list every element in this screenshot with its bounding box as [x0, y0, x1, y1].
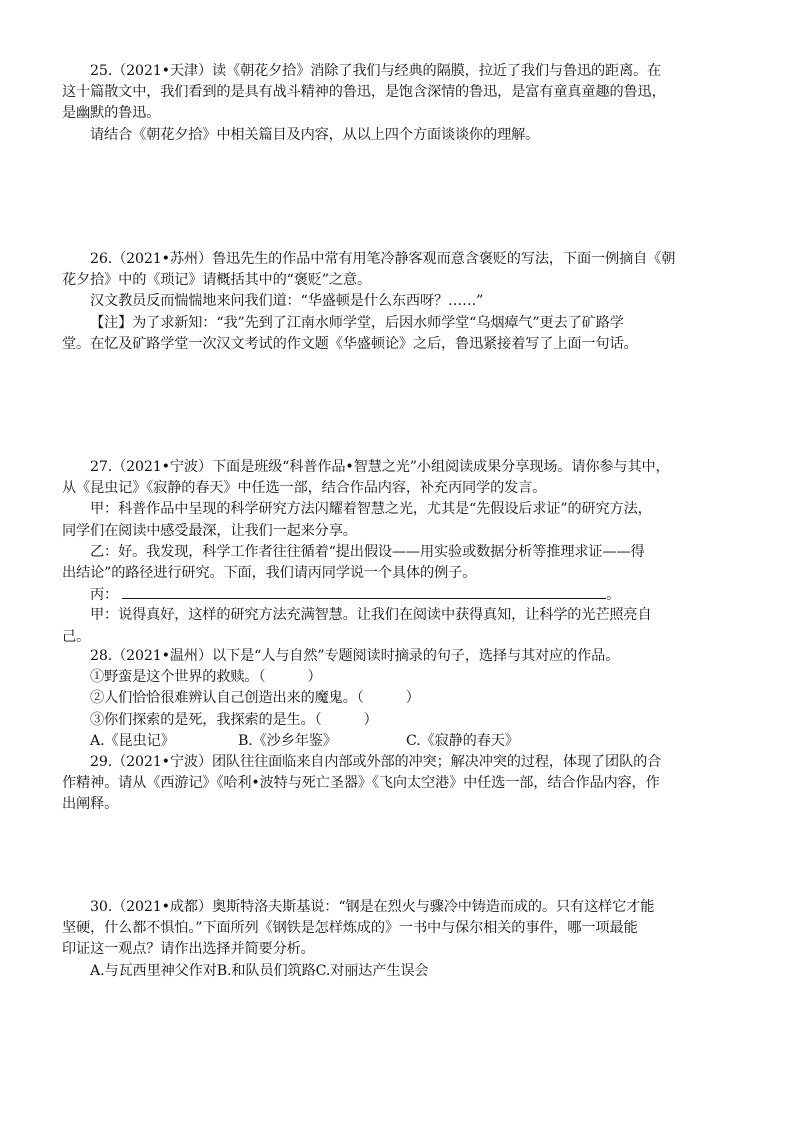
q26-note-line-2: 堂。在忆及矿路学堂一次汉文考试的作文题《华盛顿论》之后，鲁迅紧接着写了上面一句话。 — [62, 335, 638, 352]
q27-yi-line-1: 乙：好。我发现，科学工作者往往循着“提出假设——用实验或数据分析等推理求证——得 — [90, 543, 645, 560]
q29-line-2: 作精神。请从《西游记》《哈利•波特与死亡圣器》《飞向太空港》中任选一部，结合作品内容，作 — [62, 775, 660, 792]
q27-bing-label: 丙： — [90, 587, 119, 604]
question-25 — [62, 61, 742, 146]
question-26 — [62, 249, 742, 355]
q29-line-1: 29.（2021•宁波）团队往往面临来自内部或外部的冲突；解决冲突的过程，体现了团队的合 — [90, 754, 662, 770]
q25-line-3: 是幽默的鲁迅。 — [62, 105, 161, 122]
q27-jia-final-line-2: 己。 — [62, 628, 91, 645]
q28-item-2: ②人们恰恰很难辨认自己创造出来的魔鬼。（ ） — [90, 690, 420, 707]
q29-line-3: 出阐释。 — [62, 796, 119, 813]
q28-options — [62, 731, 742, 752]
q30-option-b: B.和队员们筑路 — [216, 962, 316, 979]
q27-jia-line-2: 同学们在阅读中感受最深，让我们一起来分享。 — [62, 522, 357, 539]
question-29 — [62, 752, 742, 816]
q30-option-c: C.对丽达产生误会 — [315, 962, 429, 979]
q28-item-3: ③你们探索的是死，我探索的是生。（ ） — [90, 711, 378, 728]
q30-line-3: 印证这一观点？请作出选择并简要分析。 — [62, 941, 315, 958]
q27-bing-end: 。 — [606, 587, 621, 604]
q26-line-1: 26.（2021•苏州）鲁迅先生的作品中常有用笔冷静客观而意含褒贬的写法，下面一例摘自《朝 — [90, 251, 676, 267]
q25-line-1: 25.（2021•天津）读《朝花夕拾》消除了我们与经典的隔膜，拉近了我们与鲁迅的距离。在 — [90, 63, 662, 79]
q27-answer-blank[interactable] — [122, 584, 606, 599]
q26-line-2: 花夕拾》中的《琐记》请概括其中的“褒贬”之意。 — [62, 272, 371, 289]
question-28 — [62, 646, 742, 752]
q30-line-1: 30.（2021•成都）奥斯特洛夫斯基说：“钢是在烈火与骤冷中铸造而成的。只有这样它才能 — [90, 899, 655, 915]
q27-bing-line — [62, 584, 742, 605]
q26-note-line-1: 【注】为了求新知：“我”先到了江南水师学堂，后因水师学堂“乌烟瘴气”更去了矿路学 — [90, 314, 624, 331]
q27-line-1: 27.（2021•宁波）下面是班级“科普作品•智慧之光”小组阅读成果分享现场。请你参与其中， — [90, 459, 670, 475]
q25-line-2: 这十篇散文中，我们看到的是具有战斗精神的鲁迅，是饱含深情的鲁迅，是富有童真童趣的鲁迅， — [62, 84, 666, 101]
q28-line-1: 28.（2021•温州）以下是“人与自然”专题阅读时摘录的句子，选择与其对应的作品。 — [90, 648, 620, 664]
q30-line-2: 坚硬，什么都不惧怕。”下面所列《钢铁是怎样炼成的》一书中与保尔相关的事件，哪一项最能 — [62, 920, 638, 937]
q28-option-b: B.《沙乡年鉴》 — [238, 732, 337, 749]
question-27 — [62, 457, 742, 648]
q30-option-a: A.与瓦西里神父作对 — [90, 962, 217, 979]
q30-options — [62, 961, 742, 982]
q27-line-2: 从《昆虫记》《寂静的春天》中任选一部，结合作品内容，补充丙同学的发言。 — [62, 480, 547, 497]
question-30 — [62, 897, 742, 982]
q27-yi-line-2: 出结论”的路径进行研究。下面，我们请丙同学说一个具体的例子。 — [62, 564, 477, 581]
q27-jia-final-line-1: 甲：说得真好，这样的研究方法充满智慧。让我们在阅读中获得真知，让科学的光芒照亮自 — [90, 607, 652, 624]
q28-option-a: A.《昆虫记》 — [90, 732, 175, 749]
q28-option-c: C.《寂静的春天》 — [406, 732, 519, 749]
q28-item-1: ①野蛮是这个世界的救赎。（ ） — [90, 669, 322, 686]
q26-line-3: 汉文教员反而惴惴地来问我们道：“华盛顿是什么东西呀？……” — [90, 293, 484, 310]
q27-jia-line-1: 甲：科普作品中呈现的科学研究方法闪耀着智慧之光，尤其是“先假设后求证”的研究方法， — [90, 501, 652, 518]
q25-line-4: 请结合《朝花夕拾》中相关篇目及内容，从以上四个方面谈谈你的理解。 — [90, 126, 540, 143]
